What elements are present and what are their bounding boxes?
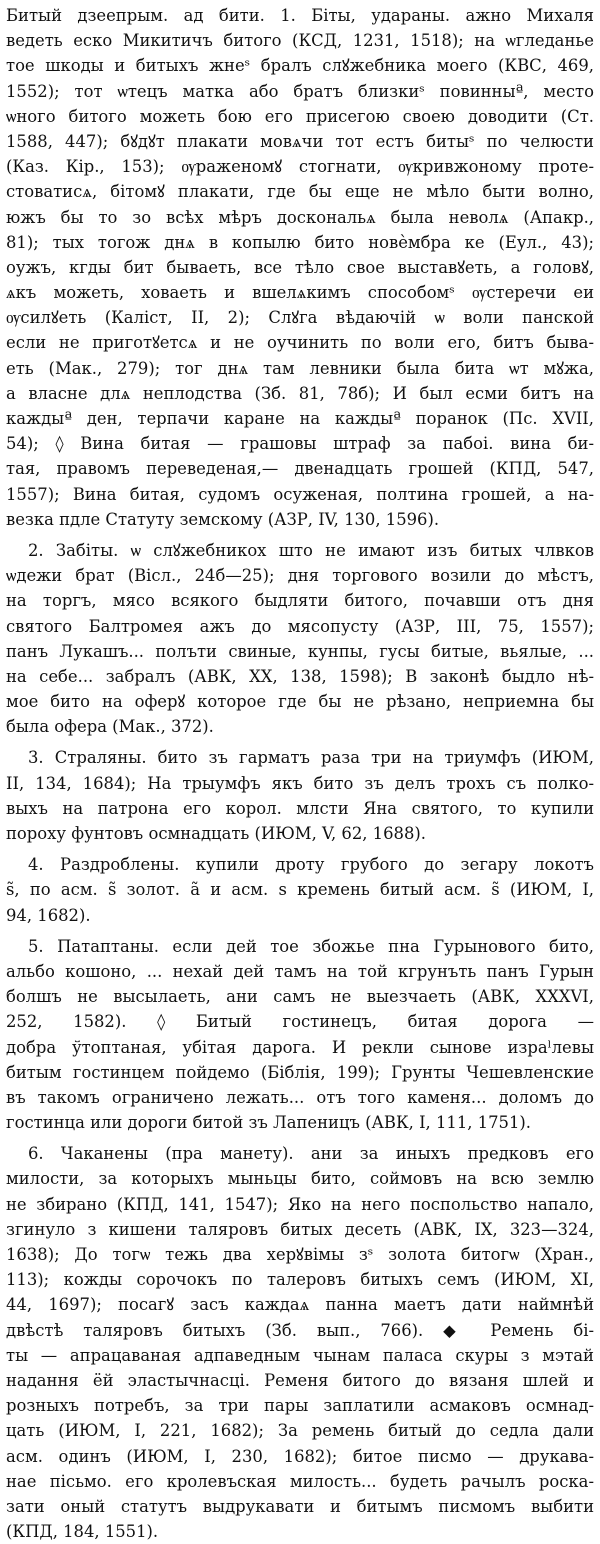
text-line: оужъ, кгды бит бываеть, все тѣло свое выставꙋеть, а головꙋ, — [6, 257, 594, 277]
text-line: везка пдле Статуту земскому (АЗР, IV, 130, 1596). — [6, 509, 440, 529]
text-line: 1588, 447); бꙋдꙋт плакати мовѧчи тот естъ битыˢ по челюсти — [6, 131, 594, 151]
text-line: стоватисѧ, бітомꙋ плакати, где бы еще не мѣло быти волно, — [6, 182, 594, 202]
text-line: ты — апрацаваная адпаведным чынам паласа скуры з мэтай — [6, 1345, 594, 1365]
text-line: розныхъ потребъ, за три пары заплатили асмаковъ осмнад- — [6, 1396, 594, 1416]
text-line: надання ёй эластычнасці. Ременя битого до вязаня шлей и — [6, 1370, 594, 1390]
text-line: 1557); Вина битая, судомъ осуженая, полтина грошей, а на- — [6, 484, 594, 504]
text-line: цать (ИЮМ, I, 221, 1682); За ремень битый до седла дали — [6, 1421, 594, 1441]
text-line: милости, за которыхъ мыньцы бито, соймовъ на всю землю — [6, 1169, 594, 1189]
text-line: 113); кожды сорочокъ по талеровъ битыхъ семъ (ИЮМ, XI, — [6, 1270, 594, 1290]
entry-sense-6 — [6, 1141, 594, 1544]
text-line: если не приготꙋетсѧ и не оучинить по воли его, битъ быва- — [6, 333, 594, 353]
text-line: альбо кошоно, ... нехай дей тамъ на той кгрунъть панъ Гурын — [6, 961, 594, 981]
text-line: была офера (Мак., 372). — [6, 717, 214, 737]
text-line: болшъ не высылаеть, ани самъ не выезчаеть (АВК, XXXVI, — [6, 987, 594, 1007]
text-line: еть (Мак., 279); тог днѧ там левники была бита ѡт мꙋжа, — [6, 358, 594, 378]
entry-sense-5 — [6, 934, 594, 1136]
text-line: пороху фунтовъ осмнадцать (ИЮМ, V, 62, 1688). — [6, 824, 426, 843]
text-line: ѡного битого можеть бою его присегою своею доводити (Ст. — [6, 106, 594, 126]
text-line: тое шкоды и битыхъ жнеˢ бралъ слꙋжебника моего (КВС, 469, — [6, 56, 594, 76]
text-line: а власне длѧ неплодства (Зб. 81, 78б); И был есми битъ на — [6, 383, 594, 403]
text-line: святого Балтромея ажъ до мясопусту (АЗР, III, 75, 1557); — [6, 616, 594, 636]
entry-sense-4 — [6, 852, 594, 928]
text-line: асм. одинъ (ИЮМ, I, 230, 1682); битое писмо — друкава- — [6, 1446, 594, 1466]
text-line: 2. Забіты. ѡ слꙋжебникох што не имают изъ битых члвков — [28, 540, 594, 560]
text-line: на торгъ, мясо всякого быдляти битого, почавши отъ дня — [6, 591, 594, 611]
text-line: ѹсилꙋеть (Каліст, II, 2); Слꙋга вѣдаючій ѡ воли панской — [6, 308, 594, 328]
text-line: 54); ◊ Вина битая — грашовы штраф за пабоі. вина би- — [6, 434, 594, 454]
text-line: Битый дзеeпрым. ад бити. 1. Біты, ударaны. ажно Михаля — [6, 6, 594, 25]
text-line: панъ Лукашъ... полъти свиные, кунпы, гусы битые, вьялые, ... — [6, 641, 594, 661]
text-line: 3. Страляны. бито зъ гарматъ раза три на триумфъ (ИЮМ, — [28, 748, 594, 768]
entry-sense-1 — [6, 3, 594, 532]
text-line: выхъ на патрона его корол. млсти Яна святого, то купили — [6, 798, 594, 818]
text-line: 1638); До тогѡ тежь два херꙋвімы зˢ золота битогѡ (Хран., — [6, 1245, 594, 1264]
text-line: 94, 1682). — [6, 905, 91, 925]
text-line: 5. Патаптаны. если дей тое збожье пна Гурынового бито, — [28, 936, 594, 956]
text-line: гостинца или дороги битой зъ Лапеницъ (АВК, I, 111, 1751). — [6, 1113, 532, 1133]
text-line: зати оный статутъ выдрукавати и битымъ писмомъ выбити — [6, 1496, 594, 1516]
text-line: (КПД, 184, 1551). — [6, 1522, 159, 1542]
text-line: не збирано (КПД, 141, 1547); Яко на него поспольство напало, — [6, 1194, 594, 1214]
text-line: южъ бы то зо всѣх мѣръ доскональѧ была неволѧ (Апакр., — [6, 207, 594, 227]
text-line: ведеть еско Микитичъ битого (КСД, 1231, 1518); на ѡгледанье — [6, 31, 594, 51]
text-line: добра ўтоптаная, убітая дарога. И рекли сынове израˡлевы — [6, 1037, 594, 1057]
text-line: 4. Раздроблены. купили дроту грубого до зегару локотъ — [28, 855, 594, 875]
text-line: тая, правомъ переведеная,— двенадцать грошей (КПД, 547, — [6, 459, 594, 479]
entry-sense-2 — [6, 538, 594, 740]
text-line: ѕ̃, по асм. ѕ̃ золот. а̃ и асм. ѕ кремень битый асм. ѕ̃ (ИЮМ, I, — [6, 880, 594, 900]
text-line: згинуло з кишени таляровъ битых десеть (АВК, IX, 323—324, — [6, 1219, 594, 1239]
text-line: 1552); тот ѡтецъ матка або братъ близкиˢ повинныª, место — [6, 81, 594, 101]
text-line: 6. Чаканены (пра манету). ани за иныхъ предковъ его — [28, 1144, 594, 1164]
text-line: II, 134, 1684); На трыумфъ якъ бито зъ делъ трохъ съ полко- — [6, 773, 594, 793]
text-line: ѡдежи брат (Вісл., 24б—25); дня торгового возили до мѣстъ, — [6, 566, 594, 586]
text-line: 81); тых тогож днѧ в копылю бито новѐмбра ке (Еул., 43); — [6, 232, 594, 252]
text-line: каждыª ден, терпачи каране на каждыª поранок (Пс. XVII, — [6, 409, 594, 428]
text-line: ѧкъ можеть, ховаеть и вшелѧкимъ способомˢ ѹстеречи еи — [6, 283, 594, 303]
text-line: въ такомъ ограничено лежать... отъ того каменя... доломъ до — [6, 1087, 594, 1107]
text-line: двѣстѣ таляровъ битыхъ (Зб. вып., 766). ◆ Ремень бі- — [6, 1320, 594, 1340]
entry-sense-3 — [6, 745, 594, 846]
text-line: мое бито на оферꙋ которое где бы не рѣзано, неприемна бы — [6, 692, 594, 712]
text-line: (Каз. Кір., 153); ѹраженомꙋ стогнати, ѹкривжоному протe- — [6, 157, 594, 177]
text-line: 44, 1697); посагꙋ засъ каждаѧ панна маетъ дати наймнѣй — [6, 1295, 594, 1315]
text-line: битым гостинцем пойдемо (Біблія, 199); Грунты Чешевленские — [6, 1062, 594, 1082]
text-line: на себе... забралъ (АВК, XX, 138, 1598); В законѣ быдло нѣ- — [6, 666, 594, 686]
text-line: 252, 1582). ◊ Битый гостинецъ, битая дорога — — [6, 1012, 594, 1032]
text-line: нае пісьмо. его кролевъская милость... будеть рачылъ роска- — [6, 1471, 594, 1491]
